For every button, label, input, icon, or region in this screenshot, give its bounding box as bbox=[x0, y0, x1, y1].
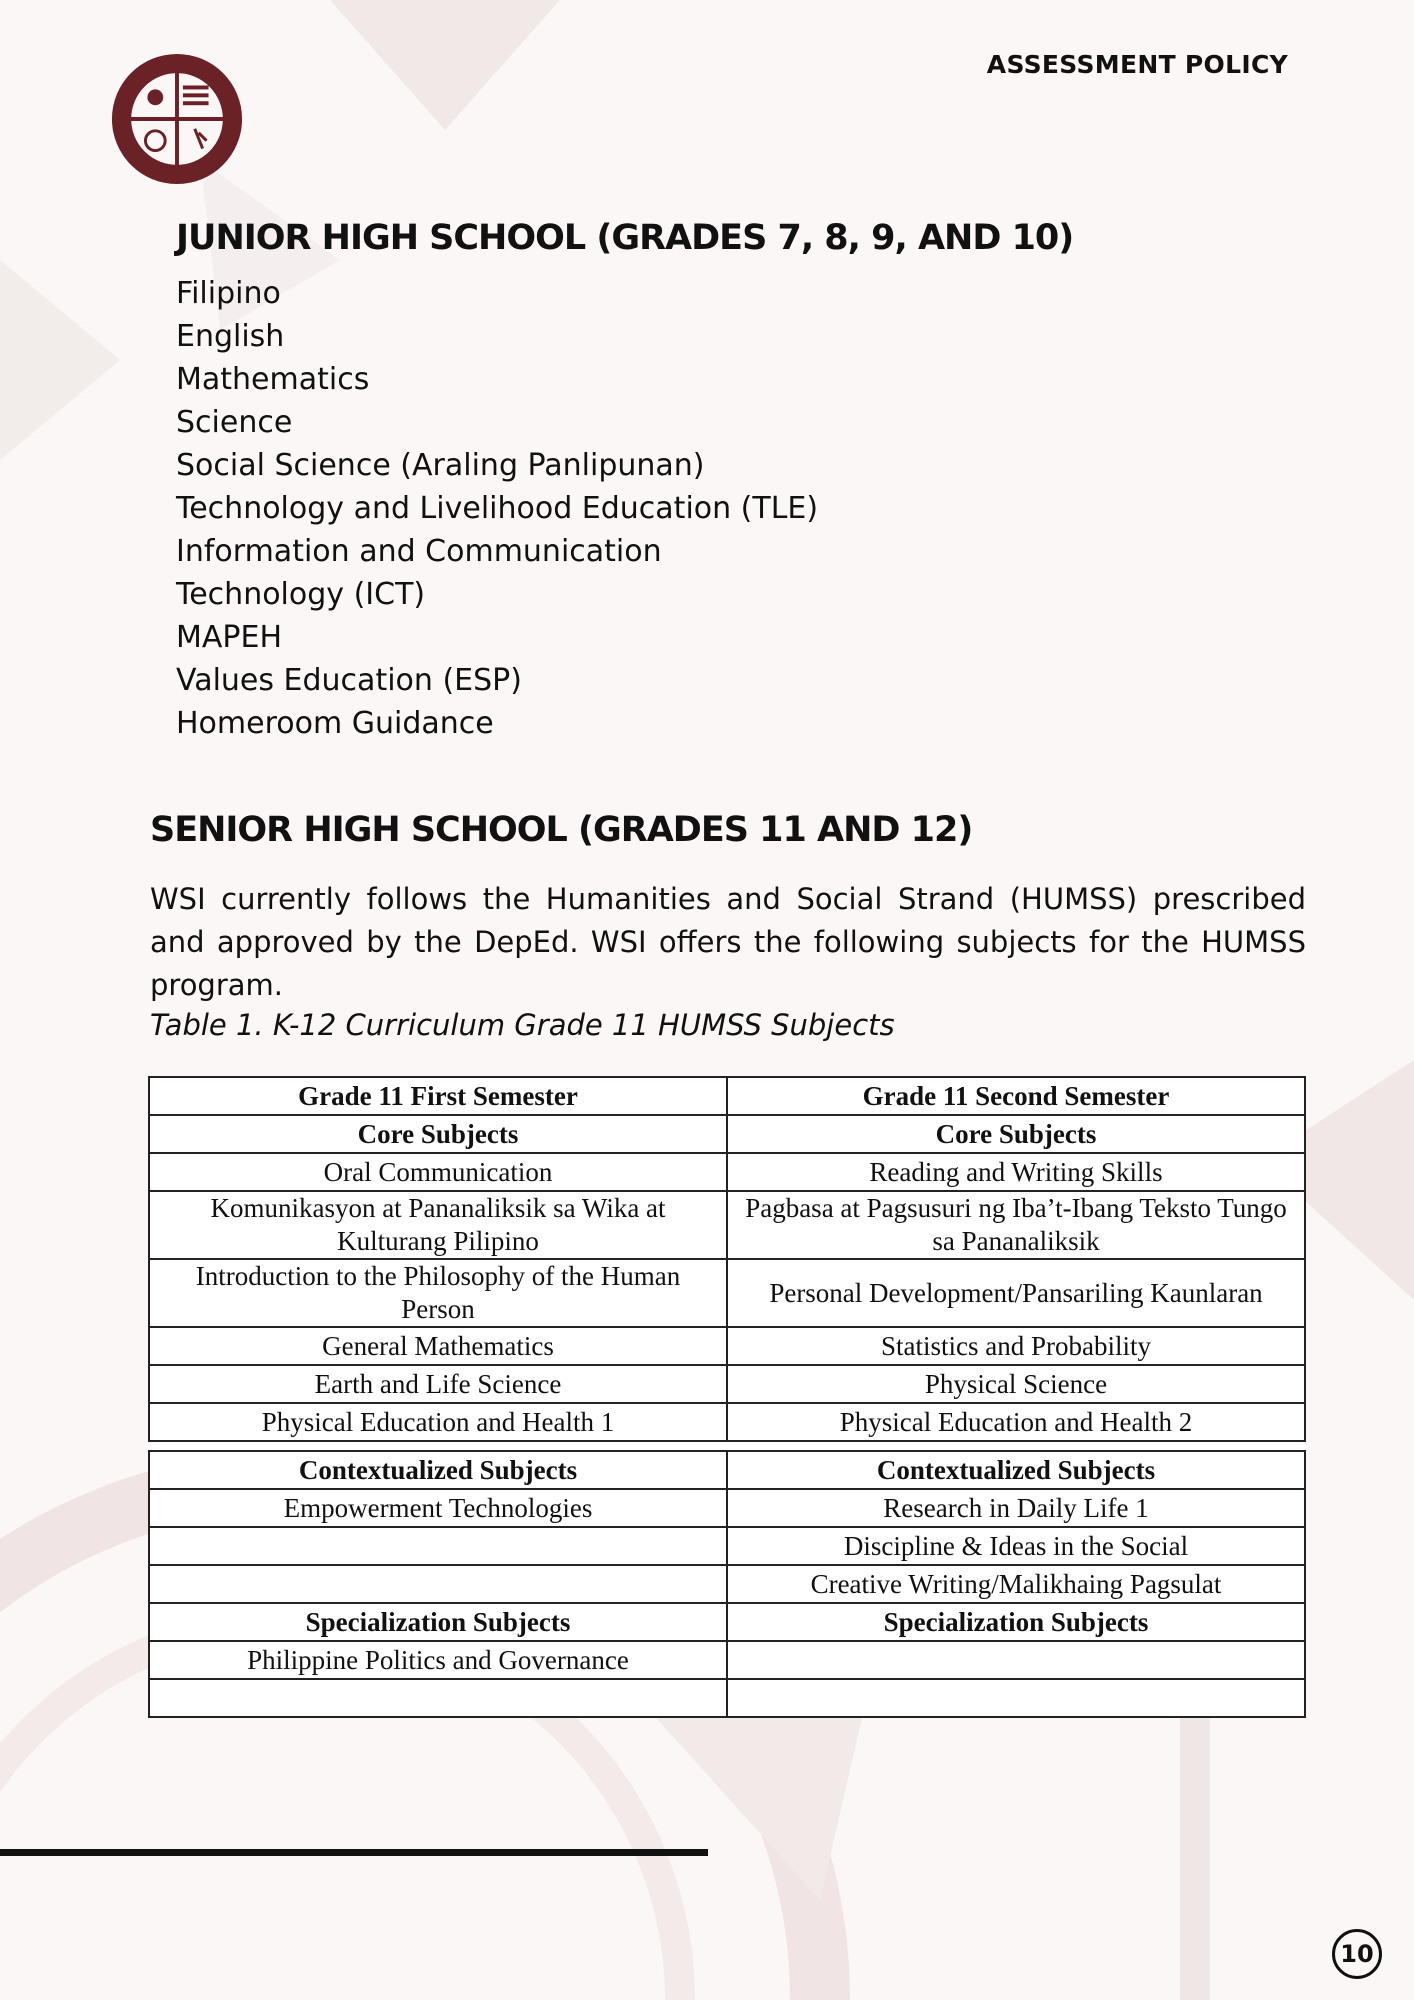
table-row bbox=[149, 1527, 1305, 1565]
table-cell bbox=[149, 1679, 727, 1717]
table-divider bbox=[148, 1442, 1306, 1450]
table-header-cell: Grade 11 First Semester bbox=[149, 1077, 727, 1115]
subject-item: English bbox=[176, 319, 285, 354]
table-cell: Empowerment Technologies bbox=[149, 1489, 727, 1527]
table-cell: Research in Daily Life 1 bbox=[727, 1489, 1305, 1527]
table-cell bbox=[149, 1527, 727, 1565]
table-caption: Table 1. K-12 Curriculum Grade 11 HUMSS Subjects bbox=[150, 1008, 895, 1042]
table-cell: General Mathematics bbox=[149, 1327, 727, 1365]
subject-item: Social Science (Araling Panlipunan) bbox=[176, 448, 705, 483]
table-cell: Physical Science bbox=[727, 1365, 1305, 1403]
section-label-cell: Specialization Subjects bbox=[727, 1603, 1305, 1641]
section-label-cell: Specialization Subjects bbox=[149, 1603, 727, 1641]
section-label-cell: Core Subjects bbox=[149, 1115, 727, 1153]
subject-item: Technology (ICT) bbox=[176, 577, 426, 612]
table-cell bbox=[727, 1679, 1305, 1717]
table-row bbox=[149, 1489, 1305, 1527]
subject-item: Filipino bbox=[176, 276, 281, 311]
section-label-cell: Core Subjects bbox=[727, 1115, 1305, 1153]
table-cell: Reading and Writing Skills bbox=[727, 1153, 1305, 1191]
table-row bbox=[149, 1365, 1305, 1403]
table-row bbox=[149, 1327, 1305, 1365]
subject-item: MAPEH bbox=[176, 620, 283, 655]
section-label-cell: Contextualized Subjects bbox=[149, 1451, 727, 1489]
subject-item: Science bbox=[176, 405, 293, 440]
table-header-cell: Grade 11 Second Semester bbox=[727, 1077, 1305, 1115]
subject-item: Information and Communication bbox=[176, 534, 662, 569]
subject-item: Homeroom Guidance bbox=[176, 706, 494, 741]
junior-high-subject-list bbox=[176, 272, 818, 745]
page-header-title: ASSESSMENT POLICY bbox=[986, 50, 1288, 79]
table-cell: Physical Education and Health 1 bbox=[149, 1403, 727, 1441]
table-cell: Oral Communication bbox=[149, 1153, 727, 1191]
table-cell: Physical Education and Health 2 bbox=[727, 1403, 1305, 1441]
table-cell: Personal Development/Pansariling Kaunlaran bbox=[727, 1259, 1305, 1327]
table-cell: Komunikasyon at Pananaliksik sa Wika at Kulturang Pilipino bbox=[149, 1191, 727, 1259]
table-cell bbox=[149, 1565, 727, 1603]
table-cell: Introduction to the Philosophy of the Human Person bbox=[149, 1259, 727, 1327]
table-row bbox=[149, 1153, 1305, 1191]
page-number: 10 bbox=[1332, 1929, 1382, 1979]
senior-high-heading: SENIOR HIGH SCHOOL (GRADES 11 AND 12) bbox=[150, 810, 973, 850]
subject-item: Technology and Livelihood Education (TLE) bbox=[176, 491, 819, 526]
section-label-cell: Contextualized Subjects bbox=[727, 1451, 1305, 1489]
other-subjects-table bbox=[148, 1450, 1306, 1718]
table-row bbox=[149, 1679, 1305, 1717]
table-row bbox=[149, 1641, 1305, 1679]
table-cell: Earth and Life Science bbox=[149, 1365, 727, 1403]
table-cell: Philippine Politics and Governance bbox=[149, 1641, 727, 1679]
footer-rule bbox=[0, 1849, 708, 1856]
table-cell bbox=[727, 1641, 1305, 1679]
table-row bbox=[149, 1403, 1305, 1441]
subject-item: Values Education (ESP) bbox=[176, 663, 522, 698]
table-row bbox=[149, 1191, 1305, 1259]
table-cell: Discipline & Ideas in the Social bbox=[727, 1527, 1305, 1565]
curriculum-table bbox=[148, 1076, 1306, 1718]
senior-high-paragraph: WSI currently follows the Humanities and Social Strand (HUMSS) prescribed and approved by the DepEd. WSI offers the following subjects for the HUMSS program. bbox=[150, 882, 1306, 1002]
table-row bbox=[149, 1565, 1305, 1603]
school-logo bbox=[108, 50, 246, 188]
subject-item: Mathematics bbox=[176, 362, 370, 397]
core-subjects-table bbox=[148, 1076, 1306, 1442]
table-cell: Statistics and Probability bbox=[727, 1327, 1305, 1365]
table-cell: Creative Writing/Malikhaing Pagsulat bbox=[727, 1565, 1305, 1603]
junior-high-heading: JUNIOR HIGH SCHOOL (GRADES 7, 8, 9, AND 10) bbox=[176, 218, 1074, 258]
table-cell: Pagbasa at Pagsusuri ng Iba’t-Ibang Teksto Tungo sa Pananaliksik bbox=[727, 1191, 1305, 1259]
table-row bbox=[149, 1259, 1305, 1327]
